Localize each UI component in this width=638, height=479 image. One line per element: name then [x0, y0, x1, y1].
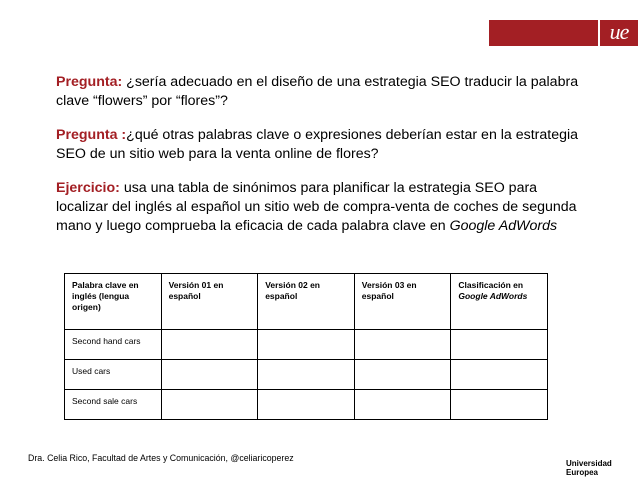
table-header-italic-text: Google AdWords: [458, 291, 528, 301]
table-cell: [161, 360, 258, 390]
table-header-text: Clasificación en: [458, 280, 524, 290]
table-cell: [354, 330, 451, 360]
table-row: [65, 330, 548, 360]
slide-content: [56, 73, 586, 251]
table-cell: [451, 360, 548, 390]
footer-brand: Universidad Europea: [566, 459, 612, 477]
exercise: [56, 179, 586, 236]
table-header-cell: Palabra clave en inglés (lengua origen): [65, 274, 162, 330]
table-cell: [451, 390, 548, 420]
exercise-italic-text: Google AdWords: [449, 218, 558, 234]
table-cell: [354, 360, 451, 390]
footer-credit: Dra. Celia Rico, Facultad de Artes y Comunicación, @celiaricoperez: [28, 453, 294, 463]
question-1-text: ¿sería adecuado en el diseño de una estrategia SEO traducir la palabra clave “flowers” por “flores”?: [56, 74, 579, 109]
question-1: [56, 73, 586, 111]
table-cell: Second sale cars: [65, 390, 162, 420]
table-cell: Used cars: [65, 360, 162, 390]
table-header-cell: Versión 01 en español: [161, 274, 258, 330]
table-header-cell: Versión 03 en español: [354, 274, 451, 330]
table-row: [65, 390, 548, 420]
table-cell: [258, 360, 355, 390]
question-1-label: Pregunta:: [56, 74, 123, 90]
table-cell: [161, 330, 258, 360]
table-header-row: [65, 274, 548, 330]
exercise-label: Ejercicio:: [56, 180, 120, 196]
header-accent-bar: [489, 20, 598, 46]
question-2: [56, 126, 586, 164]
table-cell: [451, 330, 548, 360]
table-cell: [354, 390, 451, 420]
exercise-text: usa una tabla de sinónimos para planificar la estrategia SEO para localizar del inglés al español un sitio web de compra-venta de coches de segunda mano y luego comprueba la eficacia de cada palabra clave en: [56, 180, 577, 234]
table-cell: [161, 390, 258, 420]
table-header-cell: Versión 02 en español: [258, 274, 355, 330]
table-cell: [258, 390, 355, 420]
university-logo: [600, 20, 638, 46]
table-cell: [258, 330, 355, 360]
table-row: [65, 360, 548, 390]
question-2-text: ¿qué otras palabras clave o expresiones deberían estar en la estrategia SEO de un sitio web para la venta online de flores?: [56, 127, 579, 162]
synonyms-table: [64, 273, 548, 420]
question-2-label: Pregunta :: [56, 127, 127, 143]
logo-text: ue: [609, 19, 629, 44]
table-header-cell: [451, 274, 548, 330]
table-cell: Second hand cars: [65, 330, 162, 360]
